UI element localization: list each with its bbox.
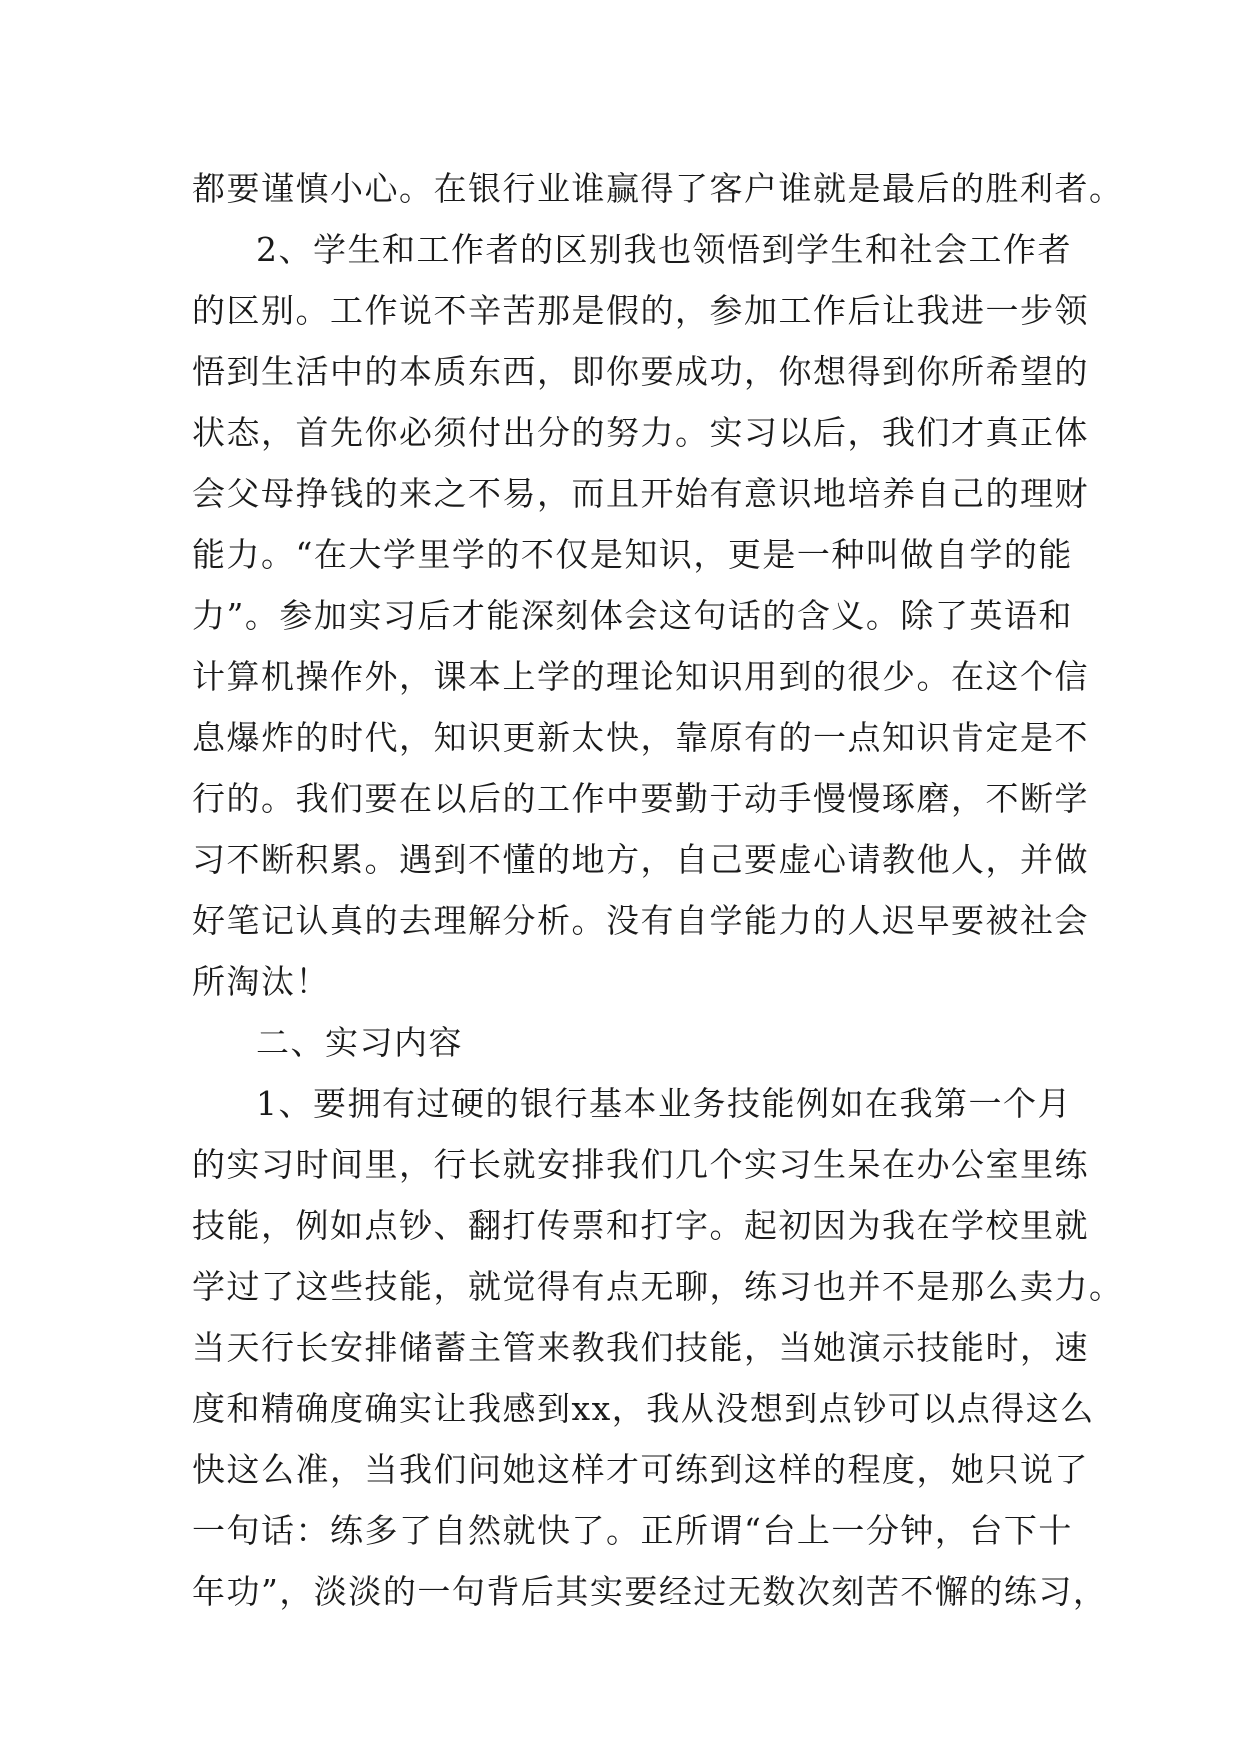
text-line: 计算机操作外，课本上学的理论知识用到的很少。在这个信 [192,657,1089,696]
text-line: 力”。参加实习后才能深刻体会这句话的含义。除了英语和 [192,596,1073,635]
paragraph-start-line: 1、要拥有过硬的银行基本业务技能例如在我第一个月 [256,1084,1072,1123]
text-line: 好笔记认真的去理解分析。没有自学能力的人迟早要被社会 [192,901,1089,940]
text-line: 的实习时间里，行长就安排我们几个实习生呆在办公室里练 [192,1145,1089,1184]
text-line: 会父母挣钱的来之不易，而且开始有意识地培养自己的理财 [192,474,1089,513]
text-line: 快这么准，当我们问她这样才可练到这样的程度，她只说了 [192,1450,1089,1489]
text-line: 都要谨慎小心。在银行业谁赢得了客户谁就是最后的胜利者。 [192,169,1124,208]
text-line: 当天行长安排储蓄主管来教我们技能，当她演示技能时，速 [192,1328,1089,1367]
text-line: 习不断积累。遇到不懂的地方，自己要虚心请教他人，并做 [192,840,1089,879]
text-line: 能力。“在大学里学的不仅是知识，更是一种叫做自学的能 [192,535,1073,574]
text-line: 悟到生活中的本质东西，即你要成功，你想得到你所希望的 [192,352,1089,391]
paragraph-start-line: 2、学生和工作者的区别我也领悟到学生和社会工作者 [256,230,1072,269]
body-text [192,158,1124,1622]
text-line: 度和精确度确实让我感到xx，我从没想到点钞可以点得这么 [192,1389,1095,1428]
text-line: 技能，例如点钞、翻打传票和打字。起初因为我在学校里就 [192,1206,1089,1245]
text-line: 所淘汰！ [192,962,330,1001]
text-line: 行的。我们要在以后的工作中要勤于动手慢慢琢磨，不断学 [192,779,1089,818]
section-heading: 二、实习内容 [256,1023,463,1062]
text-line: 状态，首先你必须付出分的努力。实习以后，我们才真正体 [192,413,1089,452]
text-line: 学过了这些技能，就觉得有点无聊，练习也并不是那么卖力。 [192,1267,1124,1306]
text-line: 一句话：练多了自然就快了。正所谓“台上一分钟，台下十 [192,1511,1073,1550]
text-line: 的区别。工作说不辛苦那是假的，参加工作后让我进一步领 [192,291,1089,330]
text-line: 息爆炸的时代，知识更新太快，靠原有的一点知识肯定是不 [192,718,1089,757]
text-line: 年功”，淡淡的一句背后其实要经过无数次刻苦不懈的练习， [192,1572,1108,1611]
